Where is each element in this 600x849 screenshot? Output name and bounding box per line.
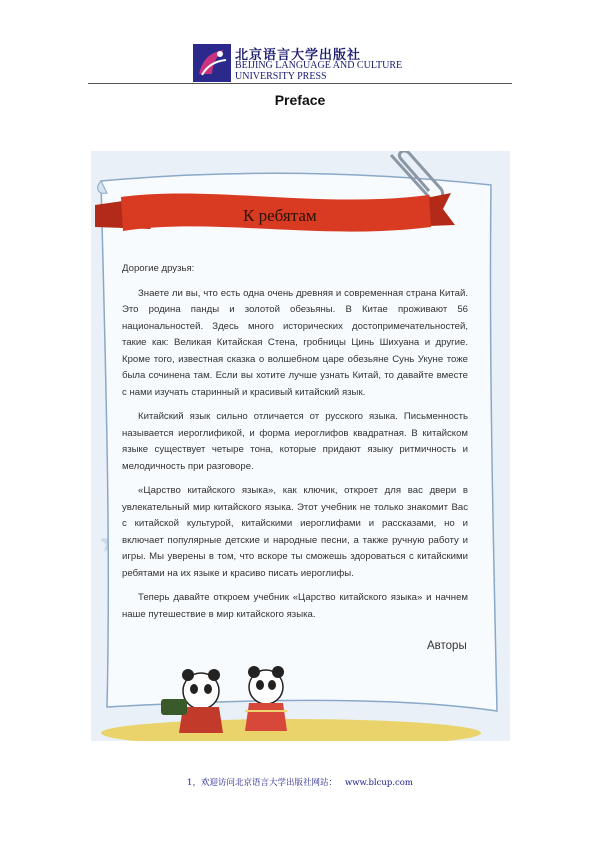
letter-greeting: Дорогие друзья: [122, 263, 195, 274]
publisher-name-en-line1: BEIJING LANGUAGE AND CULTURE [235, 60, 403, 71]
publisher-emblem-icon [193, 44, 231, 82]
footer-text: 1，欢迎访问北京语言大学出版社网站： [187, 778, 337, 788]
letter-paragraph: Теперь давайте откроем учебник «Царство китайского языка» и начнем наше путешествие в мир китайского языка. [122, 592, 468, 620]
publisher-name-cn: 北京语言大学出版社 [235, 48, 362, 63]
footer-url-link[interactable]: www.blcup.com [344, 778, 413, 788]
scanned-page [91, 151, 510, 741]
letter-paragraph: Знаете ли вы, что есть одна очень древняя и современная страна Китай. Это родина панды и золотой обезьяны. В Китае проживают 56 национальностей. Здесь много исторических достопримечательностей, такие как: Великая Китайская Стена, гробницы Цинь Шихуана и другие. Кроме того, известная сказка о волшебном царе обезьяне Сунь Укуне тоже была сочинена там. Если вы хотите лучше узнать Китай, то давайте вместе с нами изучать старинный и красивый китайский язык. [122, 287, 468, 398]
header-divider [88, 83, 512, 84]
banner-title: К ребятам [243, 206, 317, 225]
page-title: Preface [274, 92, 326, 108]
page-footer [0, 776, 600, 788]
letter-paragraph: Китайский язык сильно отличается от русского языка. Письменность называется иероглификой, и форма иероглифов квадратная. В китайском языке существует четыре тона, которые придают языку ритмичность и мелодичность при разговоре. [122, 411, 468, 472]
letter-signature: Авторы [427, 640, 467, 652]
publisher-name-en-line2: UNIVERSITY PRESS [235, 71, 327, 82]
publisher-logo [193, 44, 405, 82]
letter-body [122, 261, 468, 631]
letter-paragraph: «Царство китайского языка», как ключик, откроет для вас двери в увлекательный мир китайского языка. Этот учебник не только знакомит Вас с китайской культурой, китайскими иероглифами и рассказами, но и включает популярные детские и народные песни, а также ручную работу и игры. Мы уверены в том, что вскоре ты сможешь здороваться с китайскими ребятами на их языке и красиво писать иероглифы. [122, 485, 468, 579]
